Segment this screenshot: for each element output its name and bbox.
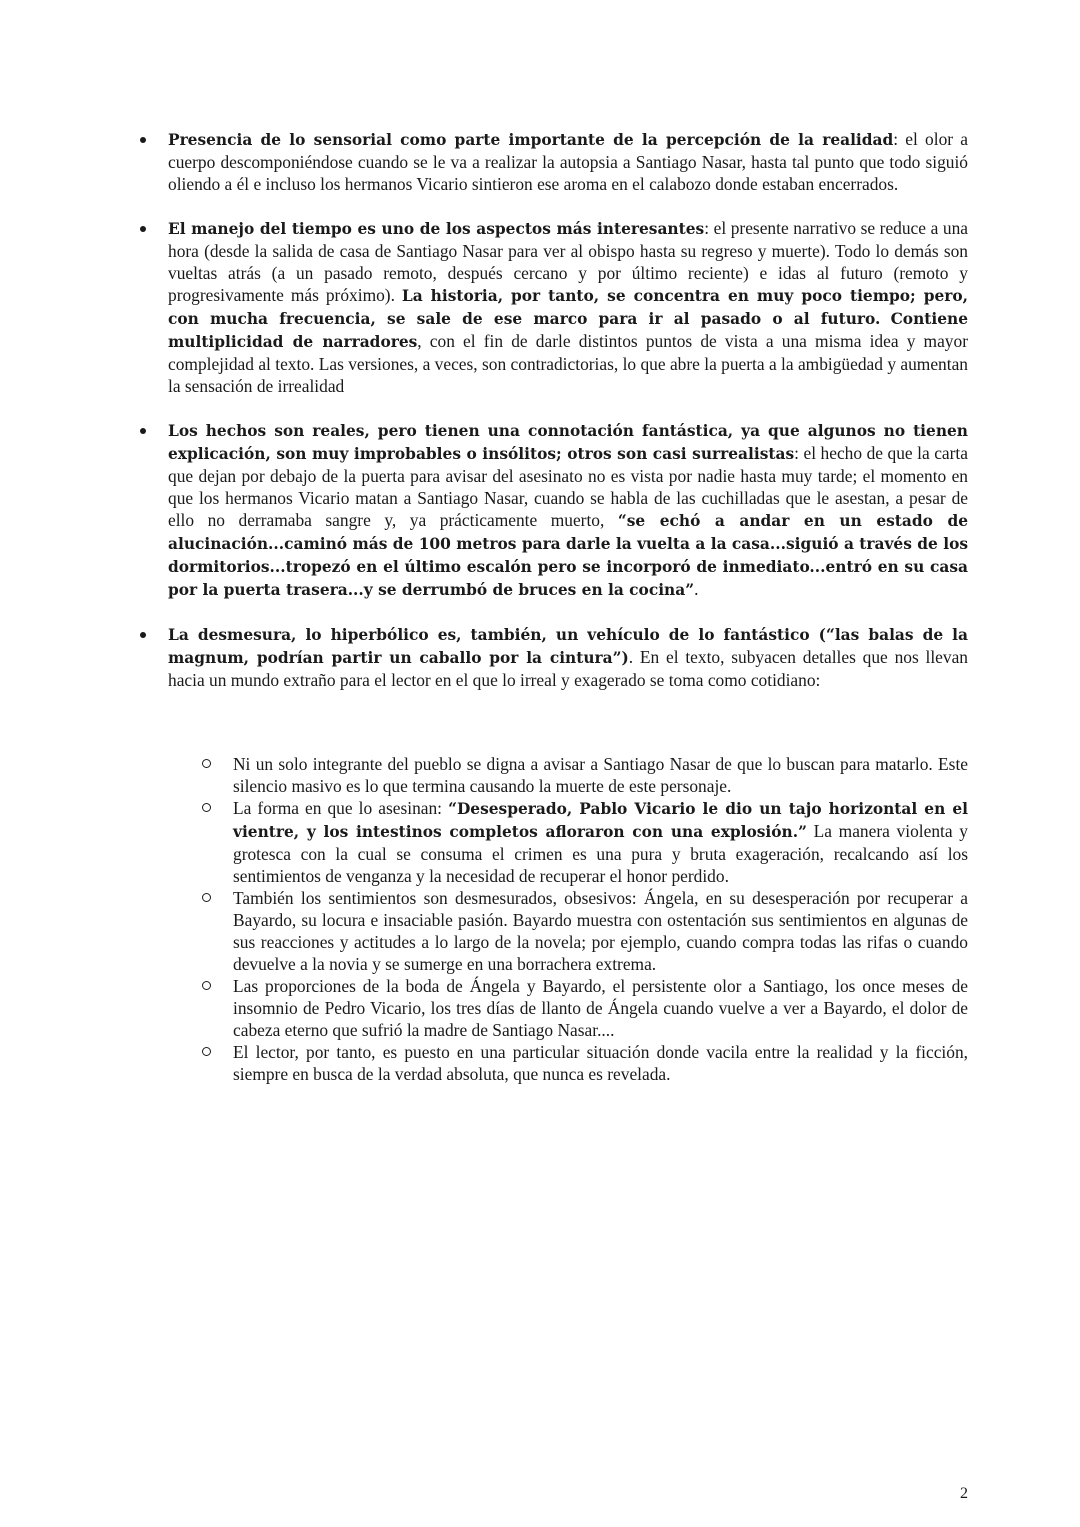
body-text: : el olor a cuerpo descomponiéndose cuando se le va a realizar la autopsia a Santiago Nasar, hasta tal punto que todo siguió oliendo a él e incluso los hermanos Vicario sintieron ese aroma en el calabozo donde estaban encerrados. xyxy=(168,129,968,194)
circle-bullet-icon xyxy=(202,1047,211,1056)
body-text: Ni un solo integrante del pueblo se digna a avisar a Santiago Nasar de que lo buscan para matarlo. Este silencio masivo es lo que termina causando la muerte de este personaje. xyxy=(233,754,968,796)
body-text: Las proporciones de la boda de Ángela y Bayardo, el persistente olor a Santiago, los once meses de insomnio de Pedro Vicario, los tres días de llanto de Ángela cuando vuelve a ver a Bayardo, el dolor de cabeza eterno que sufrió la madre de Santiago Nasar.... xyxy=(233,976,968,1040)
body-text: La forma en que lo asesinan: xyxy=(233,798,449,818)
bold-quote: “Desesperado, Pablo Vicario le dio un tajo horizontal en el vientre, y los intestinos completos afloraron con una explosión.” xyxy=(233,800,969,841)
bold-text: Presencia de lo sensorial como parte importante de la percepción de la realidad xyxy=(168,131,894,149)
circle-bullet-icon xyxy=(202,981,211,990)
sub-bullet-list xyxy=(200,753,968,1085)
page-number: 2 xyxy=(960,1485,968,1502)
bullet-item-sensorial xyxy=(137,128,968,195)
circle-bullet-icon xyxy=(202,759,211,768)
body-text: , con el fin de darle distintos puntos de vista a una misma idea y mayor complejidad al texto. Las versiones, a veces, son contradictorias, lo que abre la puerta a la ambigüedad y aumentan la sensación de irrealidad xyxy=(168,331,968,396)
bold-text: Contiene multiplicidad de narradores xyxy=(168,310,968,351)
bullet-icon xyxy=(140,632,146,638)
bold-text: La desmesura, lo hiperbólico es, también, un vehículo de lo fantástico (“las balas de la magnum, podrían partir un caballo por la cintura”) xyxy=(168,626,968,667)
body-text: También los sentimientos son desmesurados, obsesivos: Ángela, en su desesperación por recuperar a Bayardo, su locura e insaciable pasión. Bayardo muestra con ostentación sus sentimientos en algunas de sus reacciones y actitudes a lo largo de la novela; por ejemplo, cuando compra todas las rifas o cuando devuelve a la novia y se sumerge en una borrachera extrema. xyxy=(233,888,968,974)
bold-text: El manejo del tiempo es uno de los aspectos más interesantes xyxy=(168,220,705,238)
circle-bullet-icon xyxy=(202,803,211,812)
body-text: : el presente narrativo se reduce a una hora (desde la salida de casa de Santiago Nasar para ver al obispo hasta su regreso y muerte). Todo lo demás son vueltas atrás (a un pasado remoto, después cercano y por último reciente) e idas al futuro (remoto y progresivamente más próximo). xyxy=(168,218,968,305)
body-text: El lector, por tanto, es puesto en una particular situación donde vacila entre la realidad y la ficción, siempre en busca de la verdad absoluta, que nunca es revelada. xyxy=(233,1042,968,1084)
bold-text: Los hechos son reales, pero tienen una connotación fantástica, ya que algunos no tienen explicación, son muy improbables o insólitos; otros son casi surrealistas xyxy=(168,422,968,463)
sub-item-silencio xyxy=(200,753,968,797)
sub-item-lector xyxy=(200,1041,968,1085)
sub-item-proporciones xyxy=(200,975,968,1041)
bullet-item-tiempo xyxy=(137,217,968,397)
bold-quote: “se echó a andar en un estado de alucinación...caminó más de 100 metros para darle la vuelta a la casa...siguió a través de los dormitorios...tropezó en el último escalón pero se incorporó de inmediato...entró en su casa por la puerta trasera...y se derrumbó de bruces en la cocina” xyxy=(168,512,968,599)
bullet-icon xyxy=(140,137,146,143)
bullet-list xyxy=(137,128,968,691)
body-text: : el hecho de que la carta que dejan por debajo de la puerta para avisar del asesinato no es vista por nadie hasta muy tarde; el momento en que los hermanos Vicario matan a Santiago Nasar, cuando se habla de las cuchilladas que le asestan, a pesar de ello no derramaba sangre y, ya prácticamente muerto, xyxy=(168,443,968,530)
sub-item-sentimientos xyxy=(200,887,968,975)
circle-bullet-icon xyxy=(202,893,211,902)
bullet-icon xyxy=(140,428,146,434)
bullet-icon xyxy=(140,226,146,232)
bold-text: La historia, por tanto, se concentra en muy poco tiempo; pero, con mucha frecuencia, se sale de ese marco para ir al pasado o al futuro. xyxy=(168,287,968,328)
sub-item-asesinato xyxy=(200,797,968,887)
body-text: . xyxy=(694,579,699,599)
body-text: La manera violenta y grotesca con la cual se consuma el crimen es una pura y bruta exageración, recalcando así los sentimientos de venganza y la necesidad de recuperar el honor perdido. xyxy=(233,821,968,886)
body-text: . En el texto, subyacen detalles que nos llevan hacia un mundo extraño para el lector en el que lo irreal y exagerado se toma como cotidiano: xyxy=(168,647,969,690)
body-text xyxy=(880,308,890,328)
bullet-item-desmesura xyxy=(137,623,968,691)
bullet-item-hechos xyxy=(137,419,968,601)
